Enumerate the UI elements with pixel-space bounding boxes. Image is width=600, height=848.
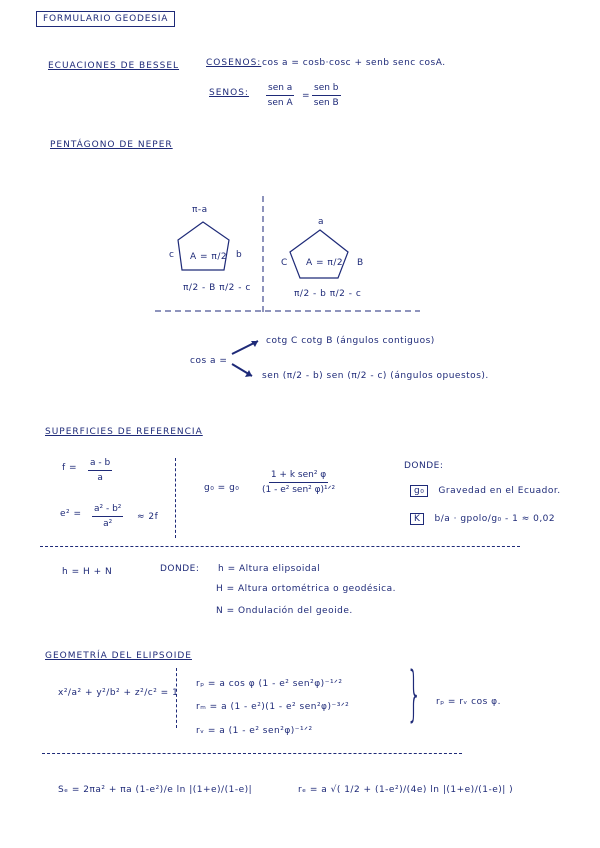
cosa-label: cos a =	[190, 356, 228, 366]
e2-num: a² - b²	[92, 504, 123, 517]
rv-formula: rᵥ = a (1 - e² sen²φ)⁻¹ᐟ²	[196, 726, 313, 736]
g-num: 1 + k sen² φ	[269, 470, 328, 483]
right-c-label: C	[281, 258, 288, 268]
H-description: H = Altura ortométrica o geodésica.	[216, 584, 396, 594]
re-formula: rₑ = a √( 1/2 + (1-e²)/(4e) ln |(1+e)/(1-e)| )	[298, 785, 514, 795]
left-top-label: π-a	[192, 205, 208, 215]
left-bottom-label: π/2 - B π/2 - c	[183, 283, 251, 293]
cosenos-label: COSENOS:	[206, 58, 262, 68]
right-b-label: B	[357, 258, 364, 268]
rp-formula: rₚ = a cos φ (1 - e² sen²φ)⁻¹ᐟ²	[196, 679, 343, 689]
k-definition	[410, 515, 555, 524]
left-center-label: A = π/2	[190, 252, 228, 262]
neper-rule-2: sen (π/2 - b) sen (π/2 - c) (ángulos opuestos).	[262, 371, 489, 381]
e2-approx: ≈ 2f	[137, 512, 159, 522]
senos-equals: =	[302, 91, 311, 101]
right-brace: }	[406, 659, 422, 729]
f-den: a	[97, 473, 103, 483]
donde2-label: DONDE:	[160, 564, 200, 574]
f-fraction	[88, 458, 112, 483]
neper-heading: PENTÁGONO DE NEPER	[50, 140, 173, 150]
elipsoide-separator	[42, 753, 462, 754]
donde-label: DONDE:	[404, 461, 444, 471]
N-description: N = Ondulación del geoide.	[216, 606, 353, 616]
left-pentagon	[178, 222, 229, 270]
right-top-label: a	[318, 217, 325, 227]
left-b-label: b	[236, 250, 243, 260]
h-formula: h = H + N	[62, 567, 113, 577]
g0-definition	[410, 487, 561, 496]
rm-formula: rₘ = a (1 - e²)(1 - e² sen²φ)⁻³ᐟ²	[196, 702, 350, 712]
superficies-divider	[175, 458, 176, 538]
g-den: (1 - e² sen² φ)¹ᐟ²	[262, 485, 336, 495]
senos-f1-num: sen a	[266, 83, 294, 96]
neper-rule-1: cotg C cotg B (ángulos contiguos)	[266, 336, 435, 346]
g-fraction	[262, 470, 335, 495]
page-title: FORMULARIO GEODESIA	[36, 11, 175, 27]
right-bottom-label: π/2 - b π/2 - c	[294, 289, 362, 299]
elipsoide-heading: GEOMETRÍA DEL ELIPSOIDE	[45, 651, 192, 661]
elipsoide-divider	[176, 668, 177, 728]
g0-description: Gravedad en el Ecuador.	[438, 486, 561, 496]
f-num: a - b	[88, 458, 112, 471]
g-lhs: g₀ = g₀	[204, 483, 240, 493]
senos-f2-num: sen b	[312, 83, 341, 96]
left-c-label: c	[169, 250, 175, 260]
senos-label: SENOS:	[209, 88, 249, 98]
bessel-heading: ECUACIONES DE BESSEL	[48, 61, 180, 71]
superficies-separator	[40, 546, 520, 547]
right-pentagon	[290, 230, 348, 278]
ellipsoid-equation: x²/a² + y²/b² + z²/c² = 1	[58, 688, 179, 698]
superficies-heading: SUPERFICIES DE REFERENCIA	[45, 427, 203, 437]
senos-f2-den: sen B	[313, 98, 339, 108]
k-symbol: K	[410, 513, 424, 525]
k-formula: b/a · gpolo/g₀ - 1 ≈ 0,02	[434, 514, 556, 524]
f-lhs: f =	[62, 463, 78, 473]
right-center-label: A = π/2	[306, 258, 344, 268]
senos-f1-den: sen A	[267, 98, 293, 108]
se-formula: Sₑ = 2πa² + πa (1-e²)/e ln |(1+e)/(1-e)|	[58, 785, 253, 795]
e2-den: a²	[103, 519, 113, 529]
e2-lhs: e² =	[60, 509, 82, 519]
g0-symbol: g₀	[410, 485, 428, 497]
cosenos-formula: cos a = cosb·cosc + senb senc cosA.	[262, 58, 446, 68]
h-description: h = Altura elipsoidal	[218, 564, 321, 574]
rp-relation: rₚ = rᵥ cos φ.	[436, 697, 501, 707]
e2-fraction	[92, 504, 123, 529]
